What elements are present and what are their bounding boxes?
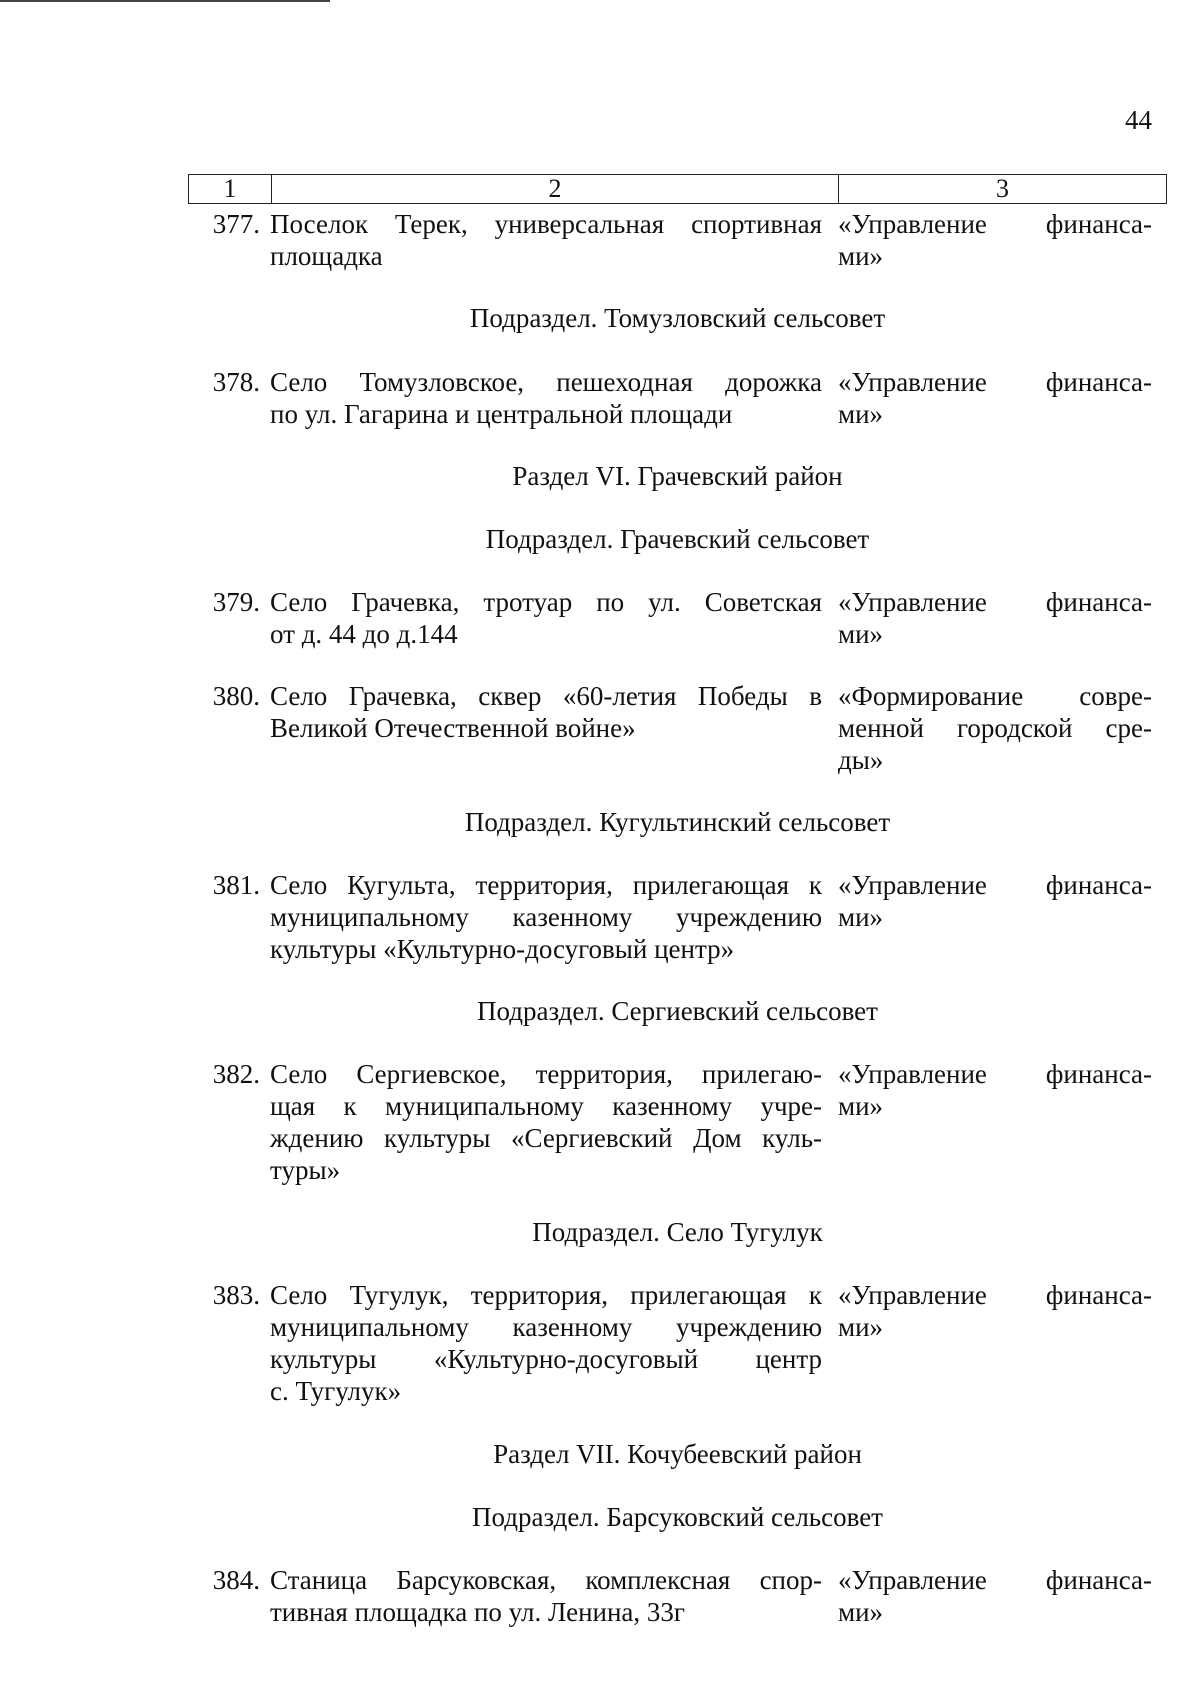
- description-line: по ул. Гагарина и центральной площади: [270, 399, 733, 429]
- entry-program: [838, 869, 1152, 933]
- description-line: Село Тугулук, территория, прилегающая к: [270, 1280, 822, 1310]
- description-line: Село Томузловское, пешеходная дорожка: [270, 367, 822, 397]
- entry-program: [838, 366, 1152, 430]
- entry-description: [270, 1564, 822, 1628]
- description-line: культуры «Культурно-досуговый центр»: [270, 934, 735, 964]
- entry-number: 381.: [212, 870, 260, 900]
- description-line: Село Грачевка, тротуар по ул. Советская: [270, 587, 822, 617]
- description-line: площадка: [270, 241, 383, 271]
- subsection-heading: Подраздел. Сергиевский сельсовет: [477, 996, 878, 1026]
- entry-description: [270, 586, 822, 650]
- description-line: Село Кугульта, территория, прилегающая к: [270, 870, 822, 900]
- program-line: ми»: [838, 1312, 884, 1342]
- description-line: Станица Барсуковская, комплексная спор-: [270, 1565, 822, 1595]
- entry-number: 382.: [212, 1059, 260, 1089]
- description-line: ждению культуры «Сергиевский Дом куль-: [270, 1123, 822, 1153]
- description-line: культуры «Культурно-досуговый центр: [270, 1344, 822, 1374]
- entry-description: [270, 1279, 822, 1407]
- description-line: Село Грачевка, сквер «60-летия Победы в: [270, 681, 822, 711]
- entry-number: 383.: [212, 1280, 260, 1310]
- subsection-heading: Подраздел. Кугультинский сельсовет: [464, 807, 891, 837]
- entry-description: [270, 208, 822, 272]
- entry-description: [270, 680, 822, 744]
- description-line: муниципальному казенному учреждению: [270, 902, 822, 932]
- entry-number: 380.: [212, 681, 260, 711]
- top-rule: [0, 0, 330, 2]
- subsection-heading: Подраздел. Томузловский сельсовет: [469, 303, 886, 333]
- program-line: «Управление финанса-: [838, 367, 1152, 397]
- column-header-3: 3: [996, 174, 1009, 203]
- subsection-heading: Подраздел. Грачевский сельсовет: [485, 524, 870, 554]
- program-line: ми»: [838, 241, 884, 271]
- program-line: ми»: [838, 1091, 884, 1121]
- description-line: с. Тугулук»: [270, 1376, 402, 1406]
- entry-number: 377.: [212, 209, 260, 239]
- program-line: ми»: [838, 399, 884, 429]
- description-line: Великой Отечественной войне»: [270, 713, 636, 743]
- section-heading: Раздел VII. Кочубеевский район: [493, 1439, 862, 1469]
- page-number: 44: [1125, 105, 1152, 135]
- description-line: туры»: [270, 1155, 341, 1185]
- program-line: ми»: [838, 1597, 884, 1627]
- description-line: Село Сергиевское, территория, прилегаю-: [270, 1059, 822, 1089]
- entry-program: [838, 680, 1152, 776]
- program-line: ды»: [838, 745, 884, 775]
- program-line: «Управление финанса-: [838, 1059, 1152, 1089]
- description-line: от д. 44 до д.144: [270, 619, 458, 649]
- program-line: «Управление финанса-: [838, 870, 1152, 900]
- entry-number: 384.: [212, 1565, 260, 1595]
- program-line: «Управление финанса-: [838, 587, 1152, 617]
- entry-number: 378.: [212, 367, 260, 397]
- subsection-heading: Подраздел. Село Тугулук: [532, 1217, 823, 1247]
- program-line: «Управление финанса-: [838, 209, 1152, 239]
- program-line: ми»: [838, 902, 884, 932]
- entry-description: [270, 366, 822, 430]
- program-line: «Управление финанса-: [838, 1280, 1152, 1310]
- entry-description: [270, 869, 822, 965]
- description-line: щая к муниципальному казенному учре-: [270, 1091, 822, 1121]
- table-header: [188, 174, 1167, 204]
- entry-program: [838, 586, 1152, 650]
- entry-description: [270, 1058, 822, 1186]
- entry-program: [838, 208, 1152, 272]
- description-line: муниципальному казенному учреждению: [270, 1312, 822, 1342]
- program-line: «Формирование совре-: [838, 681, 1152, 711]
- entry-number: 379.: [212, 587, 260, 617]
- entry-program: [838, 1564, 1152, 1628]
- entry-program: [838, 1058, 1152, 1122]
- column-header-1: 1: [189, 175, 272, 203]
- entry-program: [838, 1279, 1152, 1343]
- program-line: «Управление финанса-: [838, 1565, 1152, 1595]
- subsection-heading: Подраздел. Барсуковский сельсовет: [472, 1502, 883, 1532]
- program-line: ми»: [838, 619, 884, 649]
- program-line: менной городской сре-: [838, 713, 1152, 743]
- section-heading: Раздел VI. Грачевский район: [512, 461, 843, 491]
- description-line: Поселок Терек, универсальная спортивная: [270, 209, 822, 239]
- column-header-2: 2: [272, 175, 839, 203]
- description-line: тивная площадка по ул. Ленина, 33г: [270, 1597, 685, 1627]
